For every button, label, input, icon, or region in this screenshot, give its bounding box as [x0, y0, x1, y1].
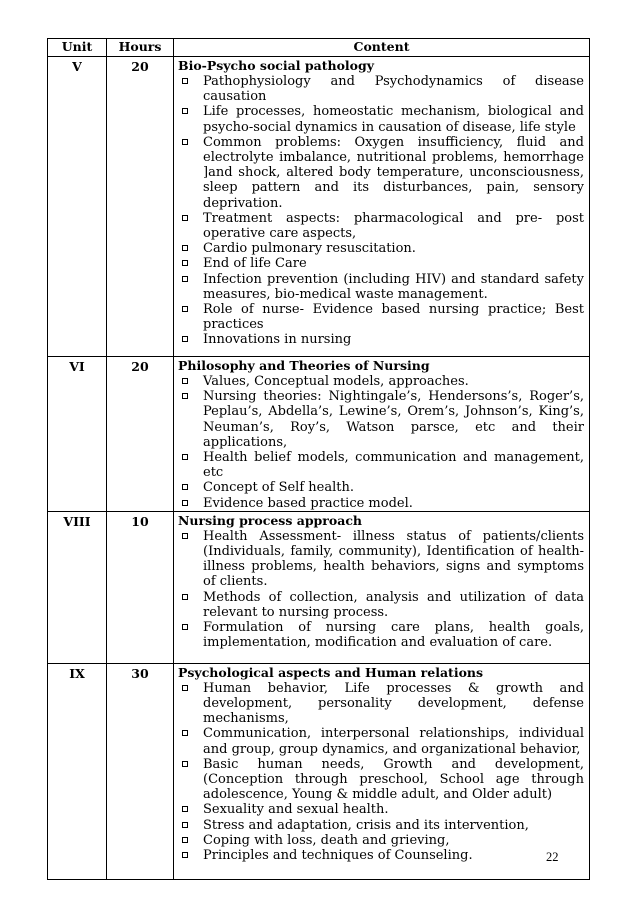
list-item-text: End of life Care: [203, 256, 307, 272]
list-item: [178, 450, 584, 480]
list-item-text: Infection prevention (including HIV) and standard safety measures, bio-medical waste management.: [203, 271, 584, 302]
list-item: [178, 681, 584, 727]
list-item: [178, 726, 584, 756]
hours-cell: 20: [107, 357, 174, 512]
header-unit: Unit: [48, 39, 107, 57]
list-item-text: Pathophysiology and Psychodynamics of disease causation: [203, 74, 584, 105]
list-item: [178, 833, 584, 848]
bullet-list: [178, 374, 584, 511]
list-item-text: Evidence based practice model.: [203, 495, 413, 511]
unit-cell: IX: [48, 663, 107, 879]
content-cell: [174, 511, 590, 663]
table-row: [48, 357, 590, 512]
list-item: [178, 104, 584, 134]
list-item-text: Nursing theories: Nightingale’s, Hendersons’s, Roger’s, Peplau’s, Abdella’s, Lewine’s, Orem’s, Johnson’s, King’s, Neuman’s, Roy’s, Watson parsce, etc and their applications,: [203, 389, 584, 450]
checkbox-bullet-icon: [182, 761, 188, 767]
list-item-text: Innovations in nursing: [203, 332, 352, 348]
list-item: [178, 590, 584, 620]
bullet-list: [178, 681, 584, 863]
unit-cell: VIII: [48, 511, 107, 663]
checkbox-bullet-icon: [182, 139, 188, 145]
hours-cell: 20: [107, 57, 174, 357]
list-item: [178, 211, 584, 241]
list-item: [178, 496, 584, 511]
header-content: Content: [174, 39, 590, 57]
unit-cell: VI: [48, 357, 107, 512]
list-item: [178, 374, 584, 389]
list-item-text: Sexuality and sexual health.: [203, 802, 389, 818]
list-item: [178, 620, 584, 650]
checkbox-bullet-icon: [182, 215, 188, 221]
list-item: [178, 802, 584, 817]
list-item: [178, 529, 584, 590]
section-title: Psychological aspects and Human relations: [178, 664, 484, 680]
hours-cell: 10: [107, 511, 174, 663]
checkbox-bullet-icon: [182, 484, 188, 490]
list-item: [178, 302, 584, 332]
list-item-text: Common problems: Oxygen insufficiency, fluid and electrolyte imbalance, nutritional problems, hemorrhage ]and shock, altered body temperature, unconsciousness, sleep pattern and its disturbances, pain, sensory deprivation.: [203, 134, 584, 211]
list-item: [178, 332, 584, 347]
checkbox-bullet-icon: [182, 806, 188, 812]
list-item: [178, 848, 584, 863]
list-item-text: Stress and adaptation, crisis and its intervention,: [203, 817, 529, 833]
syllabus-table: [47, 38, 590, 880]
list-item-text: Basic human needs, Growth and development, (Conception through preschool, School age through adolescence, Young & middle adult, and Older adult): [203, 756, 584, 803]
checkbox-bullet-icon: [182, 852, 188, 858]
content-cell: [174, 57, 590, 357]
checkbox-bullet-icon: [182, 393, 188, 399]
checkbox-bullet-icon: [182, 837, 188, 843]
checkbox-bullet-icon: [182, 378, 188, 384]
list-item-text: Formulation of nursing care plans, health goals, implementation, modification and evaluation of care.: [203, 620, 584, 651]
checkbox-bullet-icon: [182, 624, 188, 630]
content-cell: [174, 357, 590, 512]
bullet-list: [178, 74, 584, 348]
hours-cell: 30: [107, 663, 174, 879]
list-item-text: Human behavior, Life processes & growth and development, personality development, defense mechanisms,: [203, 680, 584, 727]
header-hours: Hours: [107, 39, 174, 57]
section-title: Philosophy and Theories of Nursing: [178, 358, 430, 373]
unit-cell: V: [48, 57, 107, 357]
table-row: [48, 511, 590, 663]
page-number: 22: [546, 850, 559, 864]
content-cell: [174, 663, 590, 879]
bullet-list: [178, 529, 584, 651]
list-item-text: Life processes, homeostatic mechanism, biological and psycho-social dynamics in causation of disease, life style: [203, 104, 584, 135]
checkbox-bullet-icon: [182, 108, 188, 114]
list-item-text: Principles and techniques of Counseling.: [203, 848, 473, 864]
list-item: [178, 74, 584, 104]
list-item-text: Treatment aspects: pharmacological and pre- post operative care aspects,: [203, 210, 584, 242]
section-title: Nursing process approach: [178, 512, 363, 528]
list-item: [178, 135, 584, 211]
checkbox-bullet-icon: [182, 306, 188, 312]
list-item: [178, 241, 584, 256]
list-item: [178, 256, 584, 271]
table-header-row: [48, 39, 590, 57]
list-item-text: Cardio pulmonary resuscitation.: [203, 241, 416, 257]
checkbox-bullet-icon: [182, 685, 188, 691]
checkbox-bullet-icon: [182, 730, 188, 736]
list-item-text: Concept of Self health.: [203, 480, 354, 496]
checkbox-bullet-icon: [182, 500, 188, 506]
list-item-text: Role of nurse- Evidence based nursing practice; Best practices: [203, 302, 584, 333]
section-title: Bio-Psycho social pathology: [178, 58, 374, 73]
table-row: [48, 57, 590, 357]
checkbox-bullet-icon: [182, 454, 188, 460]
checkbox-bullet-icon: [182, 78, 188, 84]
list-item-text: Methods of collection, analysis and utilization of data relevant to nursing process.: [203, 589, 584, 620]
list-item: [178, 480, 584, 495]
list-item-text: Values, Conceptual models, approaches.: [203, 374, 469, 389]
list-item-text: Health Assessment- illness status of patients/clients (Individuals, family, community), Identification of health-illness problems, health behaviors, signs and symptoms of clients.: [203, 528, 584, 590]
list-item-text: Coping with loss, death and grieving,: [203, 832, 450, 848]
list-item: [178, 757, 584, 803]
checkbox-bullet-icon: [182, 276, 188, 282]
list-item: [178, 272, 584, 302]
list-item-text: Health belief models, communication and management, etc: [203, 450, 584, 481]
checkbox-bullet-icon: [182, 822, 188, 828]
checkbox-bullet-icon: [182, 245, 188, 251]
checkbox-bullet-icon: [182, 260, 188, 266]
table-row: [48, 663, 590, 879]
checkbox-bullet-icon: [182, 336, 188, 342]
list-item-text: Communication, interpersonal relationships, individual and group, group dynamics, and organizational behavior,: [203, 726, 584, 757]
checkbox-bullet-icon: [182, 594, 188, 600]
list-item: [178, 389, 584, 450]
list-item: [178, 818, 584, 833]
checkbox-bullet-icon: [182, 533, 188, 539]
